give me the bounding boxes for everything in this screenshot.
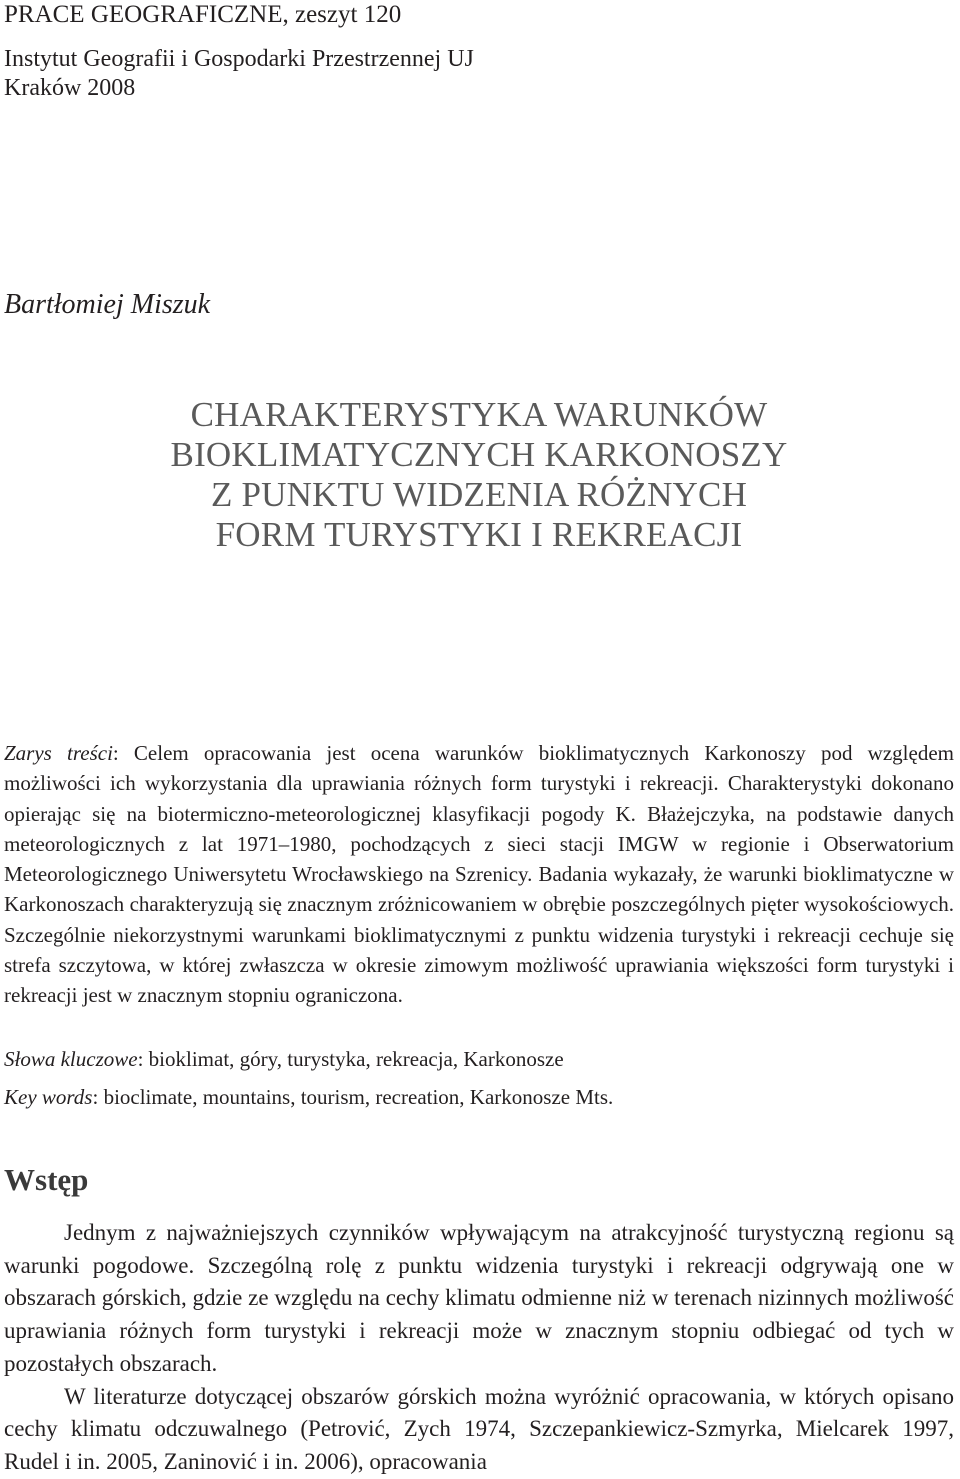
keywords-polish-text: : bioklimat, góry, turystyka, rekreacja, Karkonosze (137, 1047, 564, 1071)
keywords-polish (4, 1044, 954, 1074)
body-paragraph: W literaturze dotyczącej obszarów górskich można wyróżnić opracowania, w których opisano cechy klimatu odczuwalnego (Petrović, Zych 1974, Szczepankiewicz-Szmyrka, Mielcarek 1997, Rudel i in. 2005, Zaninović i in. 2006), opracowania (4, 1383, 954, 1474)
journal-title: PRACE GEOGRAFICZNE, zeszyt 120 (4, 1, 402, 28)
keywords-english-text: : bioclimate, mountains, tourism, recreation, Karkonosze Mts. (92, 1085, 614, 1109)
institute-name: Instytut Geografii i Gospodarki Przestrzennej UJ (4, 46, 474, 72)
city-year: Kraków 2008 (4, 75, 136, 101)
paper-title (4, 395, 954, 555)
title-line: Z PUNKTU WIDZENIA RÓŻNYCH (210, 475, 748, 514)
title-line: FORM TURYSTYKI I REKREACJI (215, 515, 743, 554)
keywords-english (4, 1082, 954, 1112)
section-body (4, 1217, 954, 1479)
body-paragraph: Jednym z najważniejszych czynników wpływającym na atrakcyjność turystyczną regionu są warunki pogodowe. Szczególną rolę z punktu widzenia turystyki i rekreacji odgrywają one w obszarach górskich, gdzie ze względu na cechy klimatu odmienne niż w terenach nizinnych możliwość uprawiania różnych form turystyki i rekreacji może w znacznym stopniu odbiegać od tych w pozostałych obszarach. (4, 1220, 954, 1376)
author-name: Bartłomiej Miszuk (4, 289, 211, 320)
section-heading: Wstęp (4, 1162, 89, 1197)
title-line: CHARAKTERYSTYKA WARUNKÓW (190, 395, 768, 434)
keywords-english-label: Key words (4, 1085, 93, 1109)
abstract-text: : Celem opracowania jest ocena warunków bioklimatycznych Karkonoszy pod względem możliwości ich wykorzystania dla uprawiania różnych form turystyki i rekreacji. Charakterystyki dokonano opierając się na biotermiczno-meteorologicznej klasyfikacji pogody K. Błażejczyka, na podstawie danych meteorologicznych z lat 1971–1980, pochodzących z sieci stacji IMGW w regionie i Obserwatorium Meteorologicznego Uniwersytetu Wrocławskiego na Szrenicy. Badania wykazały, że warunki bioklimatyczne w Karkonoszach charakteryzują się znacznym zróżnicowaniem w obrębie poszczególnych pięter wysokościowych. Szczególnie niekorzystnymi warunkami bioklimatycznymi z punktu widzenia turystyki i rekreacji cechuje się strefa szczytowa, w której zwłaszcza w okresie zimowym możliwość uprawiania większości form turystyki i rekreacji jest w znacznym stopniu ograniczona. (4, 741, 954, 1008)
abstract-label: Zarys treści (4, 741, 113, 765)
title-line: BIOKLIMATYCZNYCH KARKONOSZY (170, 435, 788, 474)
abstract (4, 738, 954, 1011)
keywords-polish-label: Słowa kluczowe (4, 1047, 138, 1071)
